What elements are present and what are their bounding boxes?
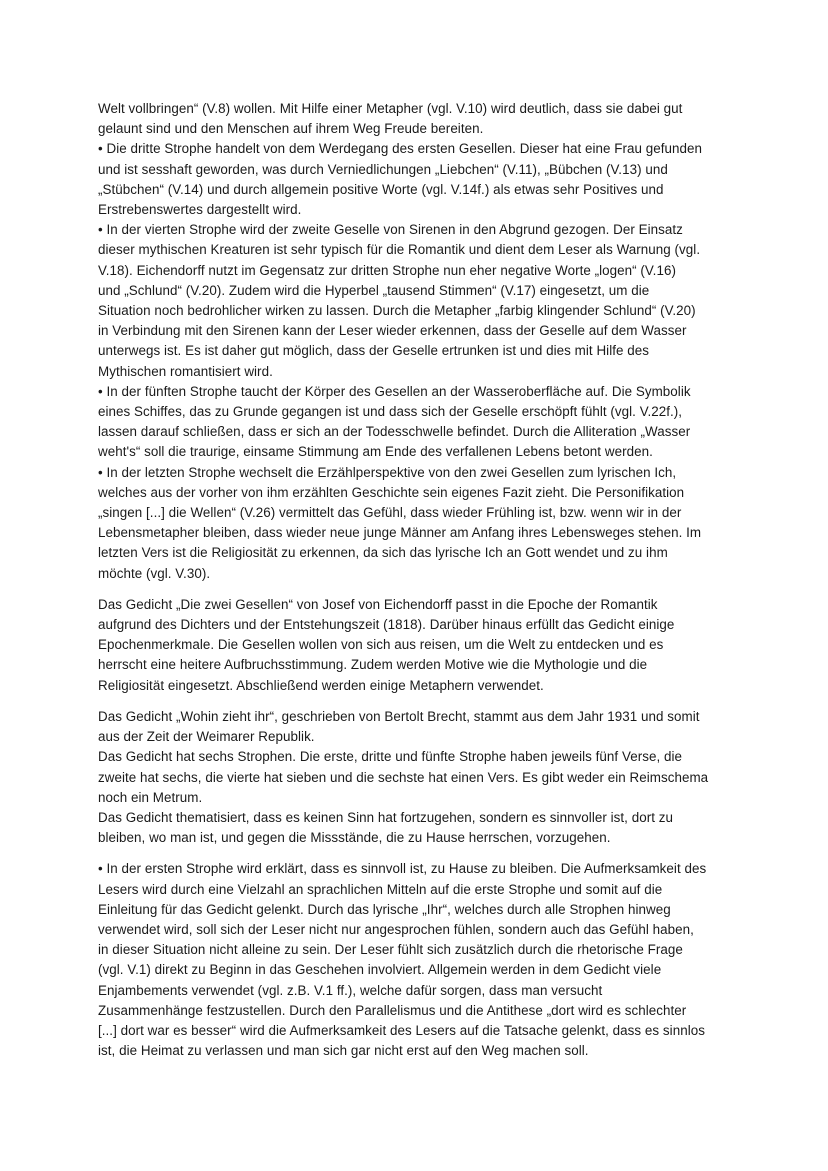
text-line: „Stübchen“ (V.14) und durch allgemein positive Worte (vgl. V.14f.) als etwas sehr Positives und	[98, 181, 664, 197]
text-line: Welt vollbringen“ (V.8) wollen. Mit Hilfe einer Metapher (vgl. V.10) wird deutlich, dass sie dabei gut	[98, 101, 683, 116]
text-line: aus der Zeit der Weimarer Republik.	[98, 729, 315, 745]
text-line: Epochenmerkmale. Die Gesellen wollen von sich aus reisen, um die Welt zu entdecken und es	[98, 637, 664, 653]
text-line: • Die dritte Strophe handelt von dem Werdegang des ersten Gesellen. Dieser hat eine Frau gefunden	[98, 141, 703, 157]
text-line: Das Gedicht „Wohin zieht ihr“, geschrieben von Bertolt Brecht, stammt aus dem Jahr 1931 und somit	[98, 708, 700, 724]
text-line: [...] dort war es besser“ wird die Aufmerksamkeit des Lesers auf die Tatsache gelenkt, dass es sinnlos	[98, 1022, 705, 1038]
text-line: • In der fünften Strophe taucht der Körper des Gesellen an der Wasseroberfläche auf. Die Symbolik	[98, 383, 691, 399]
text-line: Situation noch bedrohlicher wirken zu lassen. Durch die Metapher „farbig klingender Schlund“ (V.20)	[98, 303, 696, 319]
text-line: Zusammenhänge festzustellen. Durch den Parallelismus und die Antithese „dort wird es schlechter	[98, 1002, 687, 1018]
text-line: welches aus der vorher von ihm erzählten Geschichte sein eigenes Fazit zieht. Die Personifikation	[98, 484, 685, 500]
text-line: herrscht eine heitere Aufbruchsstimmung. Zudem werden Motive wie die Mythologie und die	[98, 657, 648, 673]
text-line: ist, die Heimat zu verlassen und man sich gar nicht erst auf den Weg machen soll.	[98, 1043, 589, 1059]
text-line: Das Gedicht hat sechs Strophen. Die erste, dritte und fünfte Strophe haben jeweils fünf Verse, die	[98, 749, 683, 765]
document-body	[98, 99, 732, 1061]
text-line: V.18). Eichendorff nutzt im Gegensatz zur dritten Strophe nun eher negative Worte „logen“ (V.16)	[98, 262, 676, 278]
text-line: Mythischen romantisiert wird.	[98, 363, 273, 379]
text-line: möchte (vgl. V.30).	[98, 565, 211, 581]
text-line: Erstrebenswertes dargestellt wird.	[98, 202, 302, 218]
text-line: Das Gedicht thematisiert, dass es keinen Sinn hat fortzugehen, sondern es sinnvoller ist, dort zu	[98, 809, 673, 825]
paragraph	[98, 859, 732, 1061]
text-line: in Verbindung mit den Sirenen kann der Leser wieder erkennen, dass der Geselle auf dem Wasser	[98, 323, 687, 339]
text-line: eines Schiffes, das zu Grunde gegangen ist und dass sich der Geselle erschöpft fühlt (vgl. V.22f.),	[98, 404, 683, 420]
text-line: und ist sesshaft geworden, was durch Verniedlichungen „Liebchen“ (V.11), „Bübchen (V.13) und	[98, 161, 668, 177]
text-line: aufgrund des Dichters und der Entstehungszeit (1818). Darüber hinaus erfüllt das Gedicht einige	[98, 617, 675, 633]
paragraph	[98, 707, 732, 848]
text-line: • In der ersten Strophe wird erklärt, dass es sinnvoll ist, zu Hause zu bleiben. Die Aufmerksamkeit des	[98, 861, 707, 877]
text-line: und „Schlund“ (V.20). Zudem wird die Hyperbel „tausend Stimmen“ (V.17) eingesetzt, um die	[98, 282, 650, 298]
text-line: Enjambements verwendet (vgl. z.B. V.1 ff.), welche dafür sorgen, dass man versucht	[98, 982, 603, 998]
text-line: Einleitung für das Gedicht gelenkt. Durch das lyrische „Ihr“, welches durch alle Strophen hinweg	[98, 901, 671, 917]
text-line: noch ein Metrum.	[98, 789, 203, 805]
text-line: unterwegs ist. Es ist daher gut möglich, dass der Geselle ertrunken ist und dies mit Hilfe des	[98, 343, 649, 359]
text-line: dieser mythischen Kreaturen ist sehr typisch für die Romantik und dient dem Leser als Warnung (vgl.	[98, 242, 701, 258]
text-line: gelaunt sind und den Menschen auf ihrem Weg Freude bereiten.	[98, 121, 484, 137]
text-line: „singen [...] die Wellen“ (V.26) vermittelt das Gefühl, dass wieder Frühling ist, bzw. wenn wir in der	[98, 505, 682, 521]
text-line: zweite hat sechs, die vierte hat sieben und die sechste hat einen Vers. Es gibt weder ein Reimschema	[98, 769, 709, 785]
paragraph	[98, 595, 732, 696]
text-line: letzten Vers ist die Religiosität zu erkennen, da sich das lyrische Ich an Gott wendet und zu ihm	[98, 545, 668, 561]
text-line: bleiben, wo man ist, und gegen die Missstände, die zu Hause herrschen, vorzugehen.	[98, 830, 611, 846]
text-line: • In der vierten Strophe wird der zweite Geselle von Sirenen in den Abgrund gezogen. Der Einsatz	[98, 222, 683, 238]
text-line: Religiosität eingesetzt. Abschließend werden einige Metaphern verwendet.	[98, 677, 544, 693]
text-line: Das Gedicht „Die zwei Gesellen“ von Josef von Eichendorff passt in die Epoche der Romantik	[98, 596, 658, 612]
text-line: Lesers wird durch eine Vielzahl an sprachlichen Mitteln auf die erste Strophe und somit auf die	[98, 881, 663, 897]
text-line: Lebensmetapher bleiben, dass wieder neue junge Männer am Anfang ihres Lebensweges stehen. Im	[98, 525, 702, 541]
text-line: weht's“ soll die traurige, einsame Stimmung am Ende des verfallenen Lebens betont werden.	[98, 444, 653, 460]
text-line: verwendet wird, soll sich der Leser nicht nur angesprochen fühlen, sondern auch das Gefühl haben,	[98, 921, 694, 937]
text-line: lassen darauf schließen, dass er sich an der Todesschwelle befindet. Durch die Alliteration „Wasser	[98, 424, 691, 440]
text-line: in dieser Situation nicht alleine zu sein. Der Leser fühlt sich zusätzlich durch die rhetorische Frage	[98, 942, 683, 958]
text-line: (vgl. V.1) direkt zu Beginn in das Geschehen involviert. Allgemein werden in dem Gedicht viele	[98, 962, 662, 978]
text-line: • In der letzten Strophe wechselt die Erzählperspektive von den zwei Gesellen zum lyrischen Ich,	[98, 464, 677, 480]
paragraph	[98, 99, 732, 584]
